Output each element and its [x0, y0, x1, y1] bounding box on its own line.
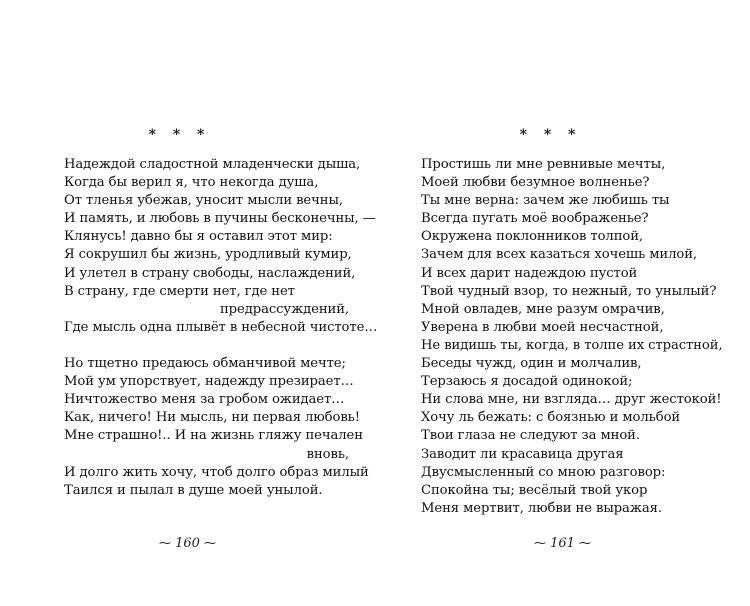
- poem-line: Окружена поклонников толпой,: [421, 229, 644, 245]
- stanza-break: [64, 337, 349, 355]
- poem-line: Но тщетно предаюсь обманчивой мечте;: [64, 356, 346, 372]
- poem-line: Не видишь ты, когда, в толпе их страстной,: [421, 337, 723, 353]
- poem-line: Моей любви безумное волненье?: [421, 175, 650, 191]
- right-page: [375, 0, 750, 606]
- section-separator: * * *: [519, 127, 582, 143]
- poem-line: Зачем для всех казаться хочешь милой,: [421, 247, 698, 263]
- poem-line: Я сокрушил бы жизнь, уродливый кумир,: [64, 247, 352, 263]
- page-number-value: 160: [175, 536, 200, 551]
- page-number: [375, 536, 750, 551]
- ornament-right: ⁓: [204, 536, 217, 550]
- poem-line: Когда бы верил я, что некогда душа,: [64, 175, 319, 191]
- poem-line: Уверена в любви моей несчастной,: [421, 319, 664, 335]
- page-number: [0, 536, 375, 551]
- poem-line: Заводит ли красавица другая: [421, 446, 624, 462]
- poem-line: И улетел в страну свободы, наслаждений,: [64, 265, 356, 281]
- poem-line: И долго жить хочу, чтоб долго образ милый: [64, 464, 369, 480]
- poem-line: Хочу ль бежать: с боязнью и мольбой: [421, 410, 681, 426]
- poem-line: Мной овладев, мне разум омрачив,: [421, 301, 665, 317]
- page-number-value: 161: [550, 536, 575, 551]
- poem-line: вновь,: [306, 446, 349, 462]
- poem-line: Таился и пылал в душе моей унылой.: [64, 482, 323, 498]
- ornament-right: ⁓: [579, 536, 592, 550]
- poem-line: И память, и любовь в пучины бесконечны, —: [64, 211, 376, 227]
- poem-line: От тленья убежав, уносит мысли вечны,: [64, 193, 343, 209]
- poem-text: [421, 156, 723, 518]
- poem-line: В страну, где смерти нет, где нет: [64, 283, 295, 299]
- poem-line: Твои глаза не следуют за мной.: [421, 428, 640, 444]
- poem-line: Клянусь! давно бы я оставил этот мир:: [64, 229, 333, 245]
- poem-line: Беседы чужд, один и молчалив,: [421, 356, 642, 372]
- poem-line: Ни слова мне, ни взгляда… друг жестокой!: [421, 392, 722, 408]
- ornament-left: ⁓: [158, 536, 171, 550]
- ornament-left: ⁓: [533, 536, 546, 550]
- poem-line: Всегда пугать моё воображенье?: [421, 211, 649, 227]
- poem-line: Как, ничего! Ни мысль, ни первая любовь!: [64, 410, 360, 426]
- poem-line: Мой ум упорствует, надежду презирает…: [64, 374, 354, 390]
- poem-line: Двусмысленный со мною разговор:: [421, 464, 666, 480]
- section-separator: * * *: [148, 127, 211, 143]
- poem-line: И всех дарит надеждою пустой: [421, 265, 638, 281]
- poem-line: Меня мертвит, любви не выражая.: [421, 500, 662, 516]
- poem-text: [64, 156, 378, 500]
- poem-line: Мне страшно!.. И на жизнь гляжу печален: [64, 428, 363, 444]
- poem-line: Простишь ли мне ревнивые мечты,: [421, 157, 666, 172]
- poem-line: Ничтожество меня за гробом ожидает…: [64, 392, 345, 408]
- poem-line: Ты мне верна: зачем же любишь ты: [421, 193, 670, 209]
- poem-line: Терзаюсь я досадой одинокой;: [421, 374, 633, 390]
- poem-line: Где мысль одна плывёт в небесной чистоте…: [64, 319, 378, 335]
- poem-line: Надеждой сладостной младенчески дыша,: [64, 157, 361, 172]
- poem-line: Твой чудный взор, то нежный, то унылый?: [421, 283, 717, 299]
- poem-line: предрассуждений,: [219, 301, 349, 317]
- poem-line: Спокойна ты; весёлый твой укор: [421, 482, 648, 498]
